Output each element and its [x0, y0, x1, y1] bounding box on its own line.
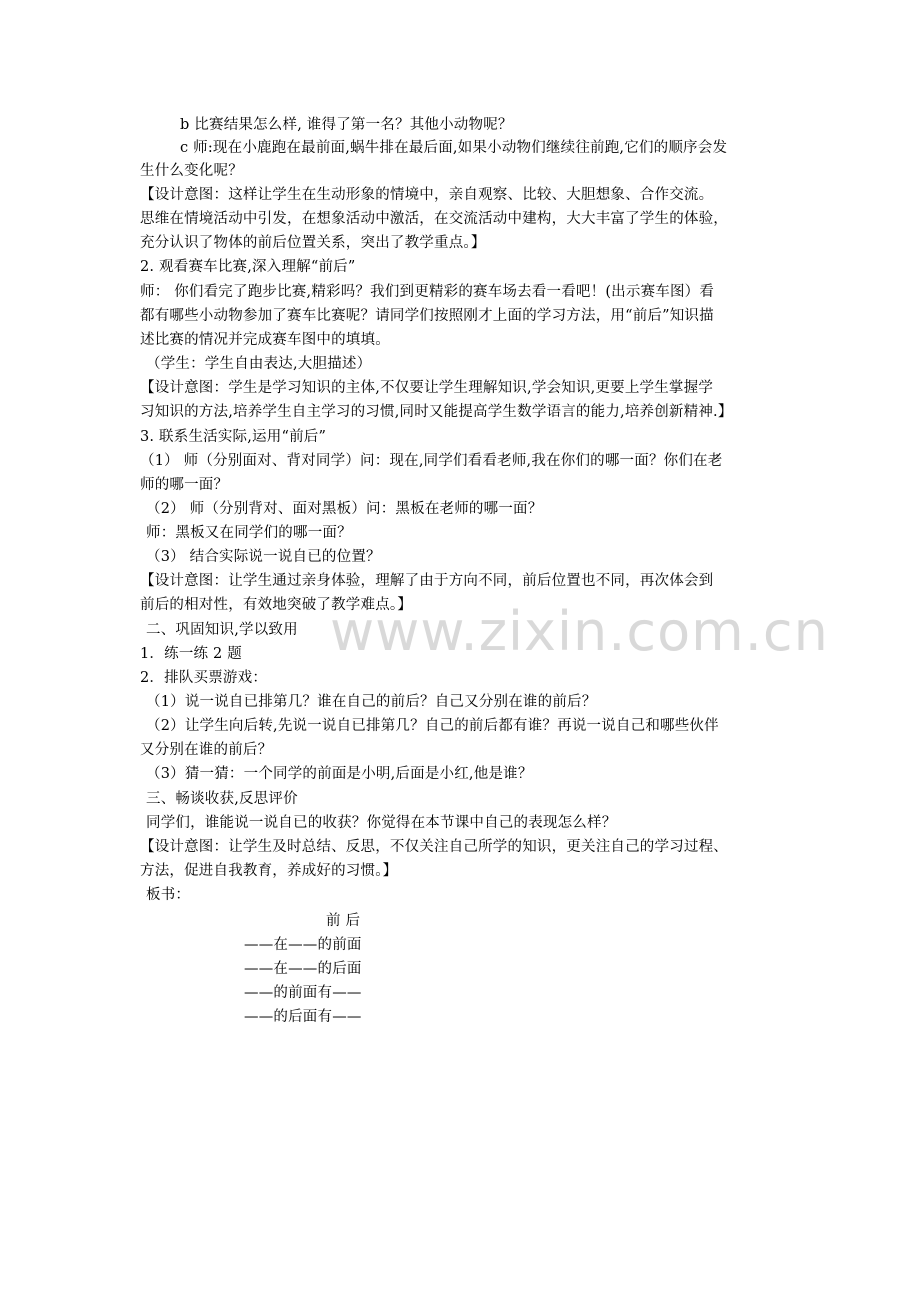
blackboard-title: 前 后	[326, 913, 361, 929]
text-line: 师的哪一面？	[140, 477, 229, 493]
text-line: 【设计意图：这样让学生在生动形象的情境中，亲自观察、比较、大胆想象、合作交流。	[140, 187, 714, 203]
section-heading: 三、畅谈收获,反思评价	[146, 791, 298, 807]
text-line: 方法，促进自我教育，养成好的习惯。】	[140, 863, 398, 879]
text-line: c 师:现在小鹿跑在最前面,蜗牛排在最后面,如果小动物们继续往前跑,它们的顺序会发	[180, 140, 728, 156]
text-line: 都有哪些小动物参加了赛车比赛呢？请同学们按照刚才上面的学习方法，用“前后”知识描	[140, 308, 714, 324]
text-line: 充分认识了物体的前后位置关系，突出了教学重点。】	[140, 235, 486, 251]
text-line: 前后的相对性，有效地突破了教学难点。】	[140, 597, 413, 613]
text-line: 同学们，谁能说一说自已的收获？你觉得在本节课中自己的表现怎么样？	[146, 815, 617, 831]
text-line: 2．排队买票游戏：	[140, 670, 268, 686]
blackboard-line: ——在——的前面	[244, 937, 362, 953]
text-line: （2）让学生向后转,先说一说自已排第几？自己的前后都有谁？再说一说自己和哪些伙伴	[146, 718, 719, 734]
text-line: （学生：学生自由表达,大胆描述）	[146, 356, 372, 372]
blackboard-line: ——在——的后面	[244, 961, 362, 977]
text-line: 生什么变化呢？	[140, 163, 243, 179]
text-line: （1）说一说自已排第几？谁在自己的前后？自己又分别在谁的前后？	[146, 694, 597, 710]
blackboard-line: ——的前面有——	[244, 985, 362, 1001]
section-heading: 2. 观看赛车比赛,深入理解“前后”	[140, 259, 356, 275]
text-line: 【设计意图：学生是学习知识的主体,不仅要让学生理解知识,学会知识,更要上学生掌握学	[140, 380, 714, 396]
text-line: 述比赛的情况并完成赛车图中的填填。	[140, 332, 390, 348]
text-line: 1．练一练 2 题	[140, 646, 242, 662]
text-line: 【设计意图：让学生通过亲身体验，理解了由于方向不同，前后位置也不同，再次体会到	[140, 573, 714, 589]
text-line: （3）猜一猜：一个同学的前面是小明,后面是小红,他是谁？	[146, 766, 533, 782]
text-line: （2） 师（分别背对、面对黑板）问：黑板在老师的哪一面？	[146, 501, 543, 517]
text-line: 板书：	[146, 887, 191, 903]
text-line: 又分别在谁的前后？	[140, 742, 273, 758]
blackboard-line: ——的后面有——	[244, 1009, 362, 1025]
text-line: （3） 结合实际说一说自已的位置？	[146, 549, 381, 565]
text-line: 【设计意图：让学生及时总结、反思，不仅关注自己所学的知识，更关注自己的学习过程、	[140, 839, 728, 855]
text-line: 师：黑板又在同学们的哪一面？	[146, 525, 352, 541]
watermark: www.zixin.com.cn	[330, 600, 829, 663]
text-line: 思维在情境活动中引发，在想象活动中激活，在交流活动中建构，大大丰富了学生的体验，	[140, 211, 728, 227]
text-line: 师： 你们看完了跑步比赛,精彩吗？我们到更精彩的赛车场去看一看吧！(出示赛车图）看	[140, 284, 715, 300]
text-line: 习知识的方法,培养学生自主学习的习惯,同时又能提高学生数学语言的能力,培养创新精神.】	[140, 404, 733, 420]
text-line: （1） 师（分别面对、背对同学）问：现在,同学们看看老师,我在你们的哪一面？你们在老	[140, 453, 723, 469]
section-heading: 二、巩固知识,学以致用	[146, 622, 298, 638]
text-line: b 比赛结果怎么样, 谁得了第一名？其他小动物呢？	[180, 117, 513, 133]
section-heading: 3. 联系生活实际,运用“前后”	[140, 429, 327, 445]
